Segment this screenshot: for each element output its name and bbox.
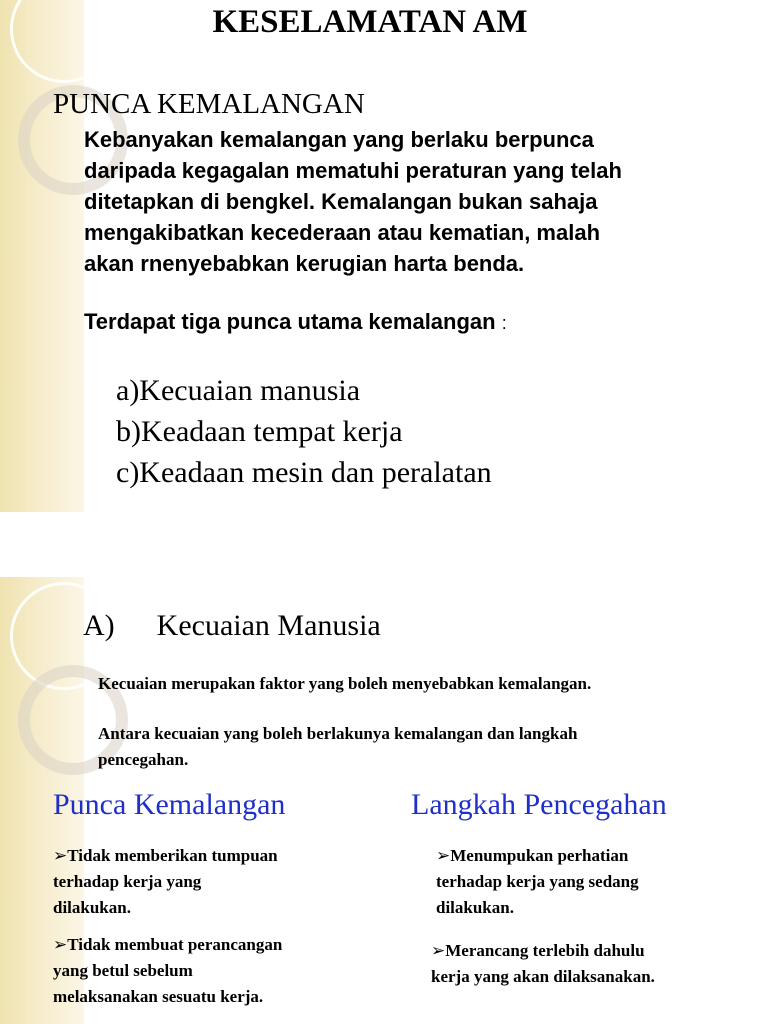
slide-title: KESELAMATAN AM [212, 4, 528, 40]
bullet-line: melaksanakan sesuatu kerja. [53, 987, 264, 1006]
arrow-bullet-icon: ➢ [436, 846, 451, 865]
paragraph-line: akan rnenyebabkan kerugian harta benda. [84, 251, 525, 276]
section-marker: A) [83, 609, 115, 642]
cause-item: a)Kecuaian manusia [116, 374, 361, 407]
bullet-line: Tidak memberikan tumpuan [67, 846, 278, 865]
intro-paragraph [84, 124, 754, 279]
paragraph-line: Antara kecuaian yang boleh berlakunya kemalangan dan langkah [98, 724, 578, 743]
arrow-bullet-icon: ➢ [53, 935, 68, 954]
arrow-bullet-icon: ➢ [431, 941, 446, 960]
cause-item: b)Keadaan tempat kerja [116, 415, 403, 448]
bullet-line: terhadap kerja yang [53, 872, 202, 891]
causes-intro [84, 309, 507, 335]
bullet-line: terhadap kerja yang sedang [436, 872, 639, 891]
cause-bullet [53, 843, 278, 921]
bullet-line: dilakukan. [436, 898, 514, 917]
prevention-bullet [436, 843, 639, 921]
section-heading [83, 609, 381, 643]
cause-bullet [53, 932, 282, 1010]
bullet-line: Merancang terlebih dahulu [445, 941, 645, 960]
slide-2 [0, 577, 768, 1024]
bullet-line: dilakukan. [53, 898, 131, 917]
paragraph-line: daripada kegagalan mematuhi peraturan yang telah [84, 158, 622, 183]
description-paragraph: Kecuaian merupakan faktor yang boleh menyebabkan kemalangan. [98, 674, 592, 693]
column-heading-causes: Punca Kemalangan [53, 788, 286, 821]
arrow-bullet-icon: ➢ [53, 846, 68, 865]
bullet-line: yang betul sebelum [53, 961, 193, 980]
section-heading-text: Kecuaian Manusia [156, 609, 381, 642]
bullet-line: kerja yang akan dilaksanakan. [431, 967, 655, 986]
prevention-bullet [431, 938, 655, 990]
bullet-line: Tidak membuat perancangan [67, 935, 283, 954]
causes-list [116, 370, 492, 493]
description-paragraph [98, 721, 738, 773]
paragraph-line: ditetapkan di bengkel. Kemalangan bukan sahaja [84, 189, 598, 214]
column-heading-prevention: Langkah Pencegahan [411, 788, 667, 821]
cause-item: c)Keadaan mesin dan peralatan [116, 456, 492, 489]
paragraph-line: pencegahan. [98, 750, 189, 769]
section-subtitle: PUNCA KEMALANGAN [53, 88, 365, 120]
paragraph-line: Kebanyakan kemalangan yang berlaku berpunca [84, 127, 594, 152]
bullet-line: Menumpukan perhatian [450, 846, 629, 865]
causes-intro-text: Terdapat tiga punca utama kemalangan [84, 309, 496, 334]
paragraph-line: mengakibatkan kecederaan atau kematian, malah [84, 220, 601, 245]
causes-intro-colon: : [501, 313, 507, 333]
